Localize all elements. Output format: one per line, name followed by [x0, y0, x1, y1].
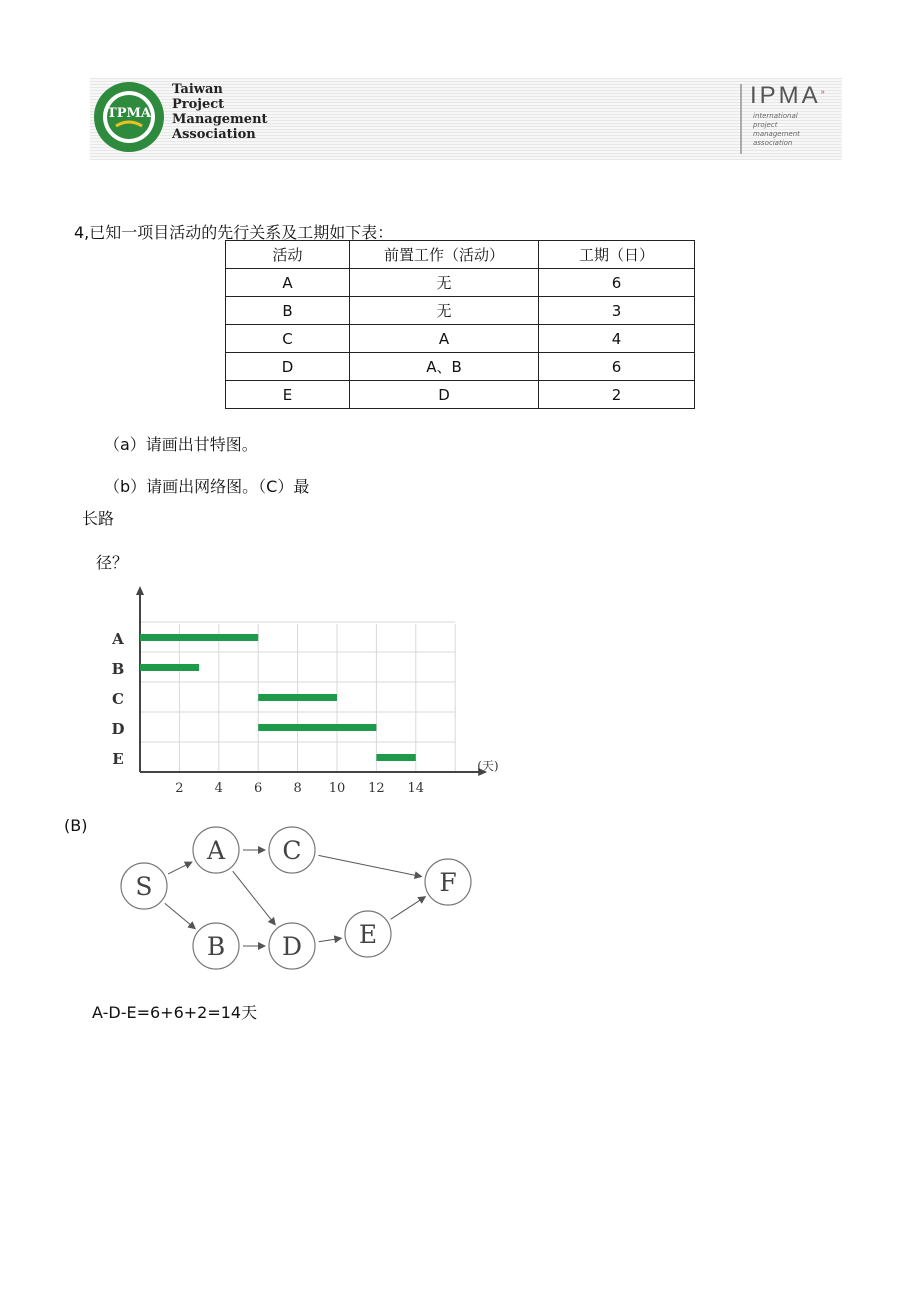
org-name-line: Project — [172, 97, 225, 112]
network-diagram — [108, 818, 478, 976]
tick-label: 10 — [328, 781, 346, 796]
org-name-line: Association — [172, 127, 256, 142]
gantt-bar — [258, 724, 376, 731]
seal-label: TPMA — [107, 106, 151, 121]
ipma-label: IPMA — [750, 82, 821, 109]
ipma-logo — [750, 82, 825, 110]
ipma-sub-line: international — [753, 112, 798, 120]
x-axis-label: (天) — [477, 759, 499, 773]
table-cell: B — [226, 297, 350, 325]
table-cell: C — [226, 325, 350, 353]
table-cell: A — [350, 325, 539, 353]
gantt-bar — [140, 664, 199, 671]
gantt-chart — [108, 582, 499, 796]
edge-arrow — [165, 903, 196, 928]
table-cell: D — [350, 381, 539, 409]
tick-label: 8 — [293, 781, 302, 796]
ipma-mark-sup: » — [820, 89, 825, 96]
table-cell: 6 — [539, 353, 695, 381]
edge-arrow — [391, 897, 426, 920]
ipma-subtitle — [753, 112, 833, 148]
part-c-continued: 径？ — [96, 553, 129, 572]
table-row — [226, 381, 695, 409]
node-label: S — [135, 872, 153, 901]
org-name-line: Management — [172, 112, 268, 127]
tick-label: 4 — [214, 781, 223, 796]
gantt-bar — [258, 694, 337, 701]
node-label: D — [281, 932, 303, 961]
part-b: （b）请画出网络图。（C）最 — [104, 477, 310, 496]
tpma-seal-logo — [92, 80, 166, 154]
table-cell: A — [226, 269, 350, 297]
table-cell: D — [226, 353, 350, 381]
edge-arrow — [318, 855, 421, 876]
ipma-sub-line: management — [753, 130, 800, 138]
category-label: B — [111, 660, 125, 678]
table-row — [226, 325, 695, 353]
answer-text: A-D-E=6+6+2=14天 — [92, 1003, 258, 1022]
table-cell: 无 — [350, 269, 539, 297]
category-label: D — [111, 720, 125, 738]
table-row — [226, 269, 695, 297]
ipma-sub-line: project — [753, 121, 778, 129]
table-row — [226, 353, 695, 381]
ipma-sub-line: association — [753, 139, 793, 147]
node-label: F — [439, 868, 457, 897]
table-cell: A、B — [350, 353, 539, 381]
gantt-bar — [140, 634, 258, 641]
table-cell: 4 — [539, 325, 695, 353]
node-label: E — [358, 920, 378, 949]
category-label: E — [112, 750, 124, 768]
tick-label: 6 — [254, 781, 263, 796]
org-name-line: Taiwan — [172, 82, 223, 97]
column-header: 工期（日） — [539, 241, 695, 269]
gantt-bar — [376, 754, 415, 761]
network-nodes — [121, 827, 471, 969]
part-a: （a）请画出甘特图。 — [104, 435, 258, 454]
edge-arrow — [319, 938, 342, 942]
category-label: C — [112, 690, 124, 708]
tick-label: 14 — [407, 781, 425, 796]
table-cell: 2 — [539, 381, 695, 409]
org-name — [172, 82, 282, 142]
header-banner — [90, 78, 842, 160]
table-header-row — [226, 241, 695, 269]
edge-arrow — [233, 871, 275, 925]
banner-divider — [740, 84, 742, 154]
activity-table — [225, 240, 695, 409]
node-label: A — [206, 836, 226, 865]
column-header: 前置工作（活动） — [350, 241, 539, 269]
node-label: C — [282, 836, 302, 865]
edge-arrow — [168, 862, 192, 874]
table-cell: 3 — [539, 297, 695, 325]
table-cell: 无 — [350, 297, 539, 325]
network-label: (B) — [64, 816, 88, 835]
tick-label: 2 — [175, 781, 184, 796]
part-b-continued: 长路 — [82, 509, 115, 528]
question-text: 4,已知一项目活动的先行关系及工期如下表： — [74, 223, 394, 242]
table-cell: 6 — [539, 269, 695, 297]
column-header: 活动 — [226, 241, 350, 269]
gantt-axes — [136, 586, 487, 776]
table-cell: E — [226, 381, 350, 409]
tick-label: 12 — [368, 781, 385, 796]
y-axis-arrow — [136, 586, 144, 595]
node-label: B — [206, 932, 226, 961]
category-label: A — [112, 630, 124, 648]
table-row — [226, 297, 695, 325]
